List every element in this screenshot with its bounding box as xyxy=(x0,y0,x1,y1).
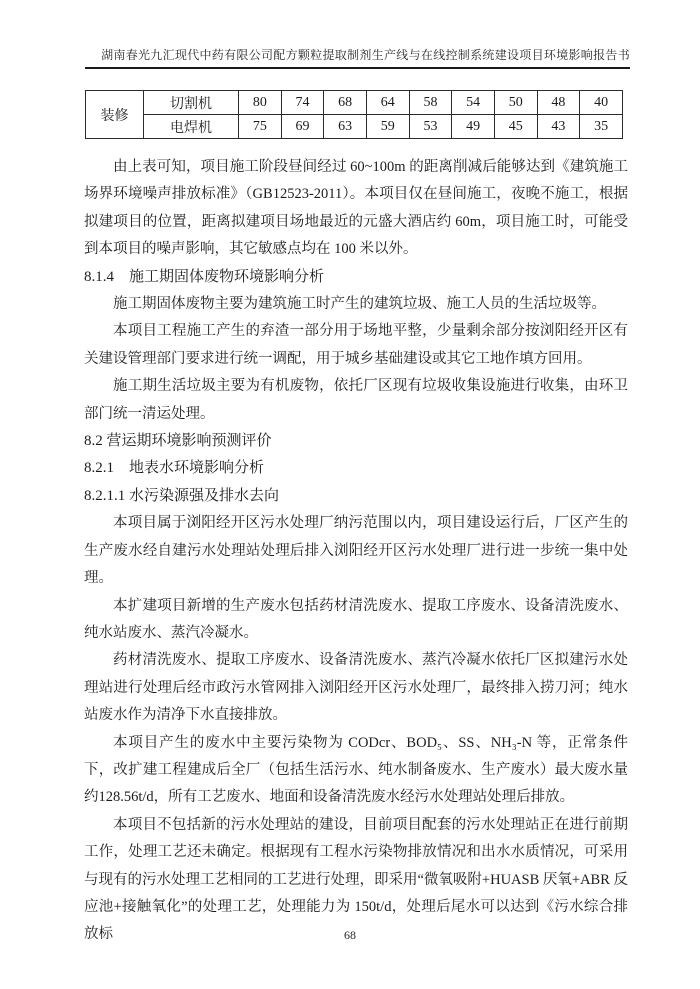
document-body xyxy=(84,154,628,949)
page-number: 68 xyxy=(344,928,356,942)
table-cell-value: 53 xyxy=(409,115,452,139)
table-cell-equipment: 电焊机 xyxy=(144,115,239,139)
paragraph: 本扩建项目新增的生产废水包括药材清洗废水、提取工序废水、设备清洗废水、纯水站废水、蒸汽冷凝水。 xyxy=(84,597,628,641)
table-cell-value: 69 xyxy=(281,115,324,139)
table-cell-value: 54 xyxy=(452,91,495,115)
paragraph: 本项目工程施工产生的弃渣一部分用于场地平整，少量剩余部分按浏阳经开区有关建设管理部门要求进行统一调配，用于城乡基础建设或其它工地作填方回用。 xyxy=(84,323,628,367)
table-cell-value: 58 xyxy=(409,91,452,115)
table-cell-value: 48 xyxy=(537,91,580,115)
table-cell-value: 80 xyxy=(239,91,282,115)
table-cell-value: 75 xyxy=(239,115,282,139)
section-heading-8-2: 8.2 营运期环境影响预测评价 xyxy=(84,433,272,450)
table-row xyxy=(86,91,623,115)
table-cell-value: 64 xyxy=(366,91,409,115)
section-heading-8-1-4: 8.1.4 施工期固体废物环境影响分析 xyxy=(84,268,325,285)
section-heading-8-2-1-1: 8.2.1.1 水污染源强及排水去向 xyxy=(84,487,280,504)
paragraph: 施工期生活垃圾主要为有机废物，依托厂区现有垃圾收集设施进行收集，由环卫部门统一清运处理。 xyxy=(84,378,628,422)
paragraph: 药材清洗废水、提取工序废水、设备清洗废水、蒸汽冷凝水依托厂区拟建污水处理站进行处理后经市政污水管网排入浏阳经开区污水处理厂，最终排入捞刀河；纯水站废水作为清净下水直接排放。 xyxy=(84,652,628,724)
paragraph: 由上表可知，项目施工阶段昼间经过 60~100m 的距离削减后能够达到《建筑施工场界环境噪声排放标准》（GB12523-2011）。本项目仅在昼间施工，夜晚不施工，根据拟建项目的位置，距离拟建项目场地最近的元盛大酒店约 60m，项目施工时，可能受到本项目的噪声影响，其它敏感点均在 100 米以外。 xyxy=(84,159,628,258)
table-cell-value: 50 xyxy=(494,91,537,115)
table-cell-value: 74 xyxy=(281,91,324,115)
paragraph: 本项目不包括新的污水处理站的建设，目前项目配套的污水处理站正在进行前期工作，处理工艺还未确定。根据现有工程水污染物排放情况和出水水质情况，可采用与现有的污水处理工艺相同的工艺进行处理，即采用“微氧吸附+HUASB 厌氧+ABR 反应池+接触氧化”的处理工艺，处理能力为 150t/d，处理后尾水可以达到《污水综合排放标 xyxy=(84,816,629,943)
table-cell-value: 40 xyxy=(580,91,623,115)
paragraph: 施工期固体废物主要为建筑施工时产生的建筑垃圾、施工人员的生活垃圾等。 xyxy=(113,296,606,313)
table-cell-value: 63 xyxy=(324,115,367,139)
table-row xyxy=(86,115,623,139)
page-header xyxy=(85,46,630,69)
noise-attenuation-table xyxy=(85,90,623,139)
header-title: 湖南春光九汇现代中药有限公司配方颗粒提取制剂生产线与在线控制系统建设项目环境影响报告书 xyxy=(101,48,630,62)
table-cell-value: 49 xyxy=(452,115,495,139)
table-cell-value: 43 xyxy=(537,115,580,139)
section-heading-8-2-1: 8.2.1 地表水环境影响分析 xyxy=(84,460,265,477)
table-cell-equipment: 切割机 xyxy=(144,91,239,115)
table-cell-value: 68 xyxy=(324,91,367,115)
table-cell-group-label: 装修 xyxy=(86,91,144,139)
table-cell-value: 45 xyxy=(494,115,537,139)
paragraph: 本项目属于浏阳经开区污水处理厂纳污范围以内，项目建设运行后，厂区产生的生产废水经自建污水处理站处理后排入浏阳经开区污水处理厂进行进一步统一集中处理。 xyxy=(84,515,628,587)
paragraph: 本项目产生的废水中主要污染物为 CODcr、BOD₅、SS、NH₃-N 等，正常条件下，改扩建工程建成后全厂（包括生活污水、纯水制备废水、生产废水）最大废水量约128.56t/d，所有工艺废水、地面和设备清洗废水经污水处理站处理后排放。 xyxy=(84,734,628,806)
table-cell-value: 59 xyxy=(366,115,409,139)
table-cell-value: 35 xyxy=(580,115,623,139)
